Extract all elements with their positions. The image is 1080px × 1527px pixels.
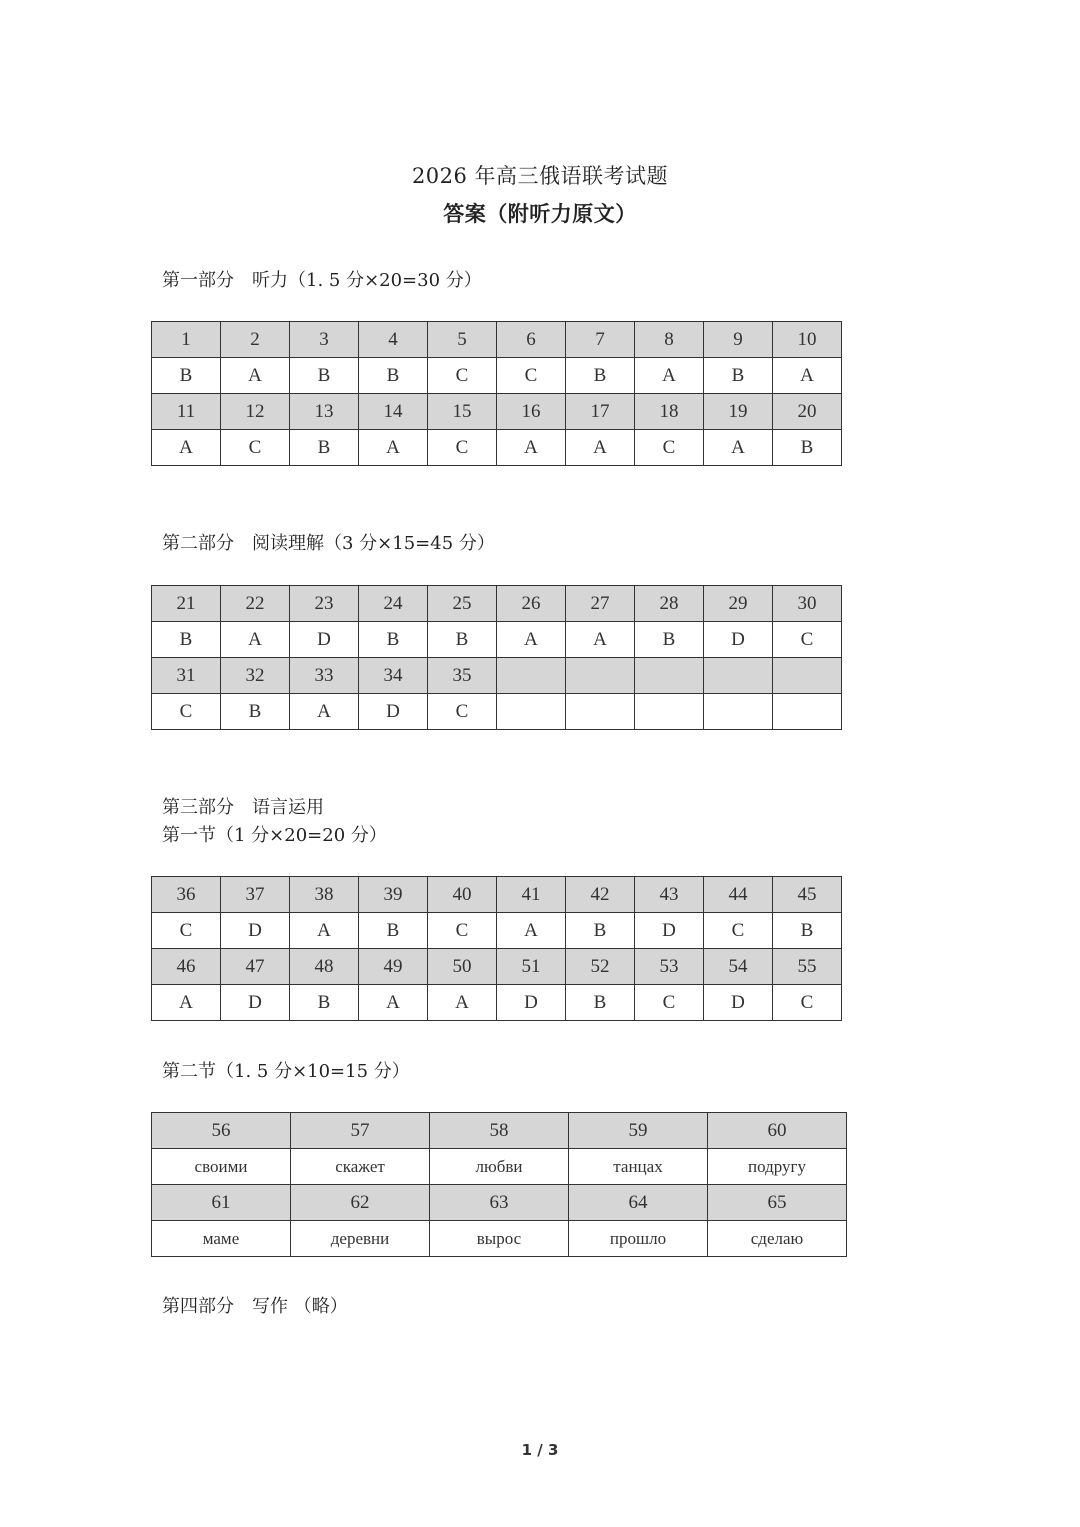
answer-cell: D (359, 694, 428, 730)
question-number-cell: 60 (708, 1113, 847, 1149)
answer-cell: подругу (708, 1149, 847, 1185)
answer-cell: сделаю (708, 1221, 847, 1257)
question-number-cell: 22 (221, 586, 290, 622)
answer-cell (773, 694, 842, 730)
answer-cell: A (566, 430, 635, 466)
question-number-cell: 12 (221, 394, 290, 430)
answer-cell: D (704, 622, 773, 658)
question-number-row (152, 322, 842, 358)
question-number-cell: 45 (773, 877, 842, 913)
part1-answer-table (151, 321, 842, 466)
question-number-cell: 46 (152, 949, 221, 985)
question-number-cell: 6 (497, 322, 566, 358)
question-number-cell: 37 (221, 877, 290, 913)
answer-cell: B (290, 358, 359, 394)
answer-row (152, 1221, 847, 1257)
answer-cell: C (428, 358, 497, 394)
answer-cell: A (359, 430, 428, 466)
question-number-cell: 65 (708, 1185, 847, 1221)
question-number-cell: 54 (704, 949, 773, 985)
question-number-cell: 53 (635, 949, 704, 985)
part1-label: 听力（1. 5 分×20=30 分） (252, 270, 482, 291)
part2-heading (162, 529, 495, 555)
part2-name: 第二部分 (162, 533, 234, 554)
answer-cell: A (221, 622, 290, 658)
answer-cell: вырос (430, 1221, 569, 1257)
answer-cell (635, 694, 704, 730)
question-number-cell: 27 (566, 586, 635, 622)
answer-cell: B (152, 622, 221, 658)
answer-cell: любви (430, 1149, 569, 1185)
question-number-cell (566, 658, 635, 694)
answer-cell: прошло (569, 1221, 708, 1257)
answer-cell: D (497, 985, 566, 1021)
question-number-cell: 50 (428, 949, 497, 985)
question-number-cell: 15 (428, 394, 497, 430)
answer-cell: D (221, 985, 290, 1021)
answer-cell: A (359, 985, 428, 1021)
answer-row (152, 358, 842, 394)
question-number-cell: 52 (566, 949, 635, 985)
answer-cell: скажет (291, 1149, 430, 1185)
question-number-cell: 36 (152, 877, 221, 913)
answer-cell: B (566, 358, 635, 394)
question-number-cell: 57 (291, 1113, 430, 1149)
question-number-cell (497, 658, 566, 694)
answer-row (152, 694, 842, 730)
page-number: 1 / 3 (521, 1441, 559, 1459)
question-number-cell: 40 (428, 877, 497, 913)
question-number-cell: 42 (566, 877, 635, 913)
document-title: 2026 年高三俄语联考试题 (411, 164, 669, 188)
question-number-cell: 63 (430, 1185, 569, 1221)
answer-cell: B (704, 358, 773, 394)
answer-cell: A (428, 985, 497, 1021)
question-number-cell (635, 658, 704, 694)
answer-cell: B (290, 985, 359, 1021)
answer-row (152, 913, 842, 949)
answer-cell: C (773, 985, 842, 1021)
answer-cell: своими (152, 1149, 291, 1185)
question-number-cell: 9 (704, 322, 773, 358)
answer-cell: B (773, 913, 842, 949)
part3-section1-heading: 第一节（1 分×20=20 分） (162, 825, 387, 846)
question-number-cell: 51 (497, 949, 566, 985)
part2-answer-table (151, 585, 842, 730)
part1-name: 第一部分 (162, 270, 234, 291)
answer-cell: A (221, 358, 290, 394)
question-number-cell: 16 (497, 394, 566, 430)
answer-cell: A (566, 622, 635, 658)
answer-cell: B (152, 358, 221, 394)
answer-row (152, 985, 842, 1021)
question-number-cell: 10 (773, 322, 842, 358)
question-number-cell: 20 (773, 394, 842, 430)
answer-cell (704, 694, 773, 730)
answer-row (152, 622, 842, 658)
question-number-cell: 62 (291, 1185, 430, 1221)
question-number-cell: 3 (290, 322, 359, 358)
answer-cell: A (635, 358, 704, 394)
answer-cell (497, 694, 566, 730)
answer-cell (566, 694, 635, 730)
question-number-cell: 19 (704, 394, 773, 430)
question-number-row (152, 586, 842, 622)
question-number-row (152, 1185, 847, 1221)
answer-cell: B (359, 358, 428, 394)
answer-cell: танцах (569, 1149, 708, 1185)
answer-cell: A (497, 622, 566, 658)
answer-cell: B (635, 622, 704, 658)
answer-cell: A (152, 430, 221, 466)
question-number-cell: 64 (569, 1185, 708, 1221)
question-number-cell: 21 (152, 586, 221, 622)
part3-heading (162, 793, 324, 819)
question-number-cell: 47 (221, 949, 290, 985)
question-number-cell: 23 (290, 586, 359, 622)
answer-cell: маме (152, 1221, 291, 1257)
question-number-cell: 56 (152, 1113, 291, 1149)
answer-cell: B (566, 985, 635, 1021)
question-number-cell: 25 (428, 586, 497, 622)
answer-cell: C (428, 430, 497, 466)
question-number-cell: 26 (497, 586, 566, 622)
question-number-row (152, 1113, 847, 1149)
question-number-cell: 33 (290, 658, 359, 694)
answer-cell: D (635, 913, 704, 949)
question-number-cell: 13 (290, 394, 359, 430)
document-subtitle: 答案（附听力原文） (443, 201, 637, 226)
answer-cell: A (497, 430, 566, 466)
question-number-cell: 14 (359, 394, 428, 430)
question-number-cell: 29 (704, 586, 773, 622)
question-number-cell: 32 (221, 658, 290, 694)
answer-cell: B (566, 913, 635, 949)
question-number-cell: 5 (428, 322, 497, 358)
answer-cell: C (152, 913, 221, 949)
question-number-cell: 41 (497, 877, 566, 913)
question-number-cell: 55 (773, 949, 842, 985)
answer-cell: C (152, 694, 221, 730)
question-number-cell: 38 (290, 877, 359, 913)
answer-cell: C (428, 694, 497, 730)
question-number-row (152, 877, 842, 913)
answer-cell: C (704, 913, 773, 949)
question-number-cell: 11 (152, 394, 221, 430)
question-number-cell: 59 (569, 1113, 708, 1149)
answer-cell: A (773, 358, 842, 394)
answer-cell: B (359, 622, 428, 658)
answer-cell: деревни (291, 1221, 430, 1257)
question-number-cell: 28 (635, 586, 704, 622)
question-number-cell: 58 (430, 1113, 569, 1149)
question-number-row (152, 658, 842, 694)
question-number-cell: 43 (635, 877, 704, 913)
part3-section2-heading: 第二节（1. 5 分×10=15 分） (162, 1061, 410, 1082)
part1-heading (162, 266, 482, 292)
question-number-cell: 61 (152, 1185, 291, 1221)
question-number-cell: 34 (359, 658, 428, 694)
question-number-row (152, 394, 842, 430)
question-number-cell: 44 (704, 877, 773, 913)
part3-section1-answer-table (151, 876, 842, 1021)
part4-heading (162, 1292, 348, 1318)
question-number-cell: 35 (428, 658, 497, 694)
answer-cell: B (359, 913, 428, 949)
question-number-cell: 8 (635, 322, 704, 358)
question-number-cell: 24 (359, 586, 428, 622)
question-number-cell: 17 (566, 394, 635, 430)
answer-cell: C (497, 358, 566, 394)
answer-cell: C (428, 913, 497, 949)
answer-row (152, 1149, 847, 1185)
question-number-cell: 4 (359, 322, 428, 358)
question-number-cell: 18 (635, 394, 704, 430)
question-number-cell (773, 658, 842, 694)
answer-cell: A (290, 913, 359, 949)
part4-name: 第四部分 (162, 1296, 234, 1317)
answer-cell: D (704, 985, 773, 1021)
question-number-cell: 48 (290, 949, 359, 985)
question-number-cell (704, 658, 773, 694)
part3-section2-answer-table (151, 1112, 847, 1257)
answer-cell: A (704, 430, 773, 466)
answer-cell: C (221, 430, 290, 466)
question-number-cell: 31 (152, 658, 221, 694)
answer-cell: D (221, 913, 290, 949)
answer-cell: C (635, 430, 704, 466)
part3-label: 语言运用 (252, 797, 324, 818)
answer-cell: B (221, 694, 290, 730)
answer-cell: C (635, 985, 704, 1021)
answer-cell: A (290, 694, 359, 730)
answer-cell: C (773, 622, 842, 658)
question-number-cell: 39 (359, 877, 428, 913)
question-number-cell: 49 (359, 949, 428, 985)
question-number-cell: 1 (152, 322, 221, 358)
part4-label: 写作 （略） (252, 1296, 348, 1317)
answer-cell: A (152, 985, 221, 1021)
answer-cell: B (290, 430, 359, 466)
answer-cell: B (428, 622, 497, 658)
answer-cell: D (290, 622, 359, 658)
question-number-cell: 7 (566, 322, 635, 358)
question-number-cell: 30 (773, 586, 842, 622)
answer-cell: A (497, 913, 566, 949)
answer-cell: B (773, 430, 842, 466)
part3-name: 第三部分 (162, 797, 234, 818)
answer-row (152, 430, 842, 466)
question-number-cell: 2 (221, 322, 290, 358)
part2-label: 阅读理解（3 分×15=45 分） (252, 533, 495, 554)
question-number-row (152, 949, 842, 985)
